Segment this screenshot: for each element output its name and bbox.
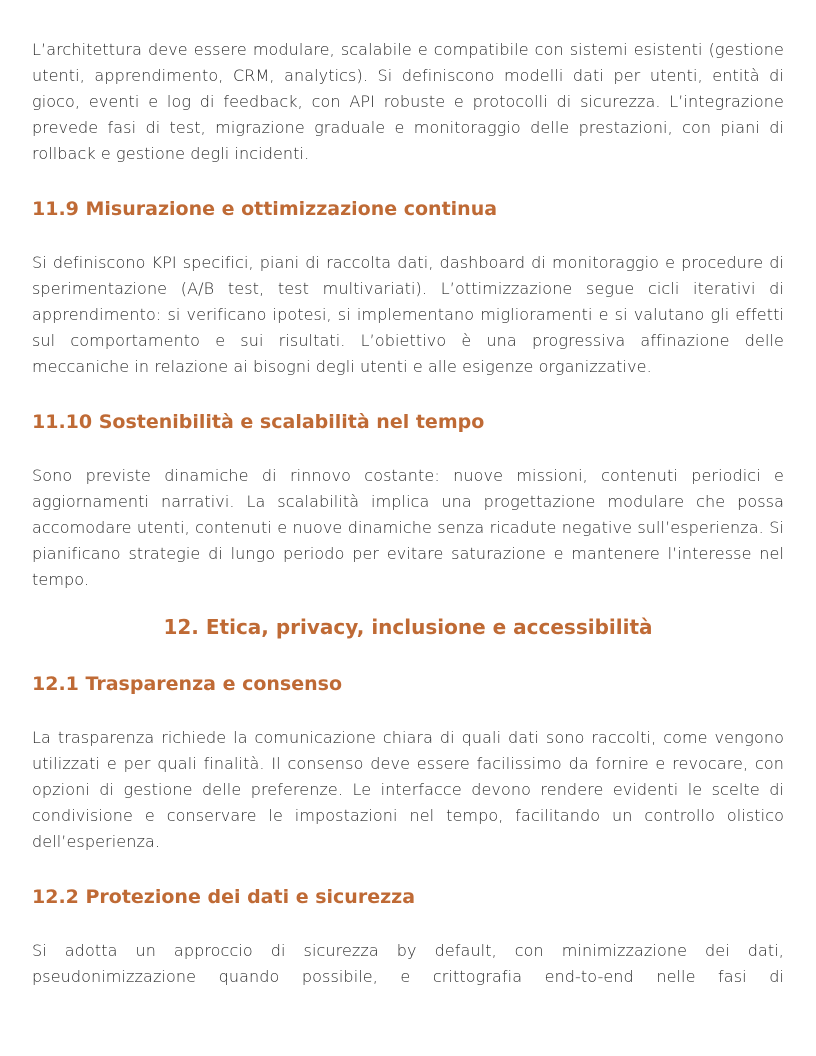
- section-body-11-9: Si definiscono KPI specifici, piani di raccolta dati, dashboard di monitoraggio e procedure di sperimentazione (A/B test, test multivariati). L’ottimizzazione segue cicli iterativi di apprendimento: si verificano ipotesi, si implementano miglioramenti e si valutano gli effetti sul comportamento e sui risultati. L’obiettivo è una progressiva affinazione delle meccaniche in relazione ai bisogni degli utenti e alle esigenze organizzative.: [32, 253, 784, 376]
- section-heading-11-9: 11.9 Misurazione e ottimizzazione continua: [32, 198, 498, 220]
- section-heading-12-2: 12.2 Protezione dei dati e sicurezza: [32, 886, 416, 908]
- section-heading-12-1: 12.1 Trasparenza e consenso: [32, 673, 342, 695]
- chapter-heading-12: 12. Etica, privacy, inclusione e accessibilità: [163, 615, 653, 639]
- section-body-11-10: Sono previste dinamiche di rinnovo costante: nuove missioni, contenuti periodici e aggiornamenti narrativi. La scalabilità implica una progettazione modulare che possa accomodare utenti, contenuti e nuove dinamiche senza ricadute negative sull’esperienza. Si pianificano strategie di lungo periodo per evitare saturazione e mantenere l’interesse nel tempo.: [32, 466, 784, 589]
- intro-paragraph: L’architettura deve essere modulare, scalabile e compatibile con sistemi esistenti (gestione utenti, apprendimento, CRM, analytics). Si definiscono modelli dati per utenti, entità di gioco, eventi e log di feedback, con API robuste e protocolli di sicurezza. L’integrazione prevede fasi di test, migrazione graduale e monitoraggio delle prestazioni, con piani di rollback e gestione degli incidenti.: [32, 40, 784, 163]
- section-body-12-2: Si adotta un approccio di sicurezza by default, con minimizzazione dei dati, pseudonimizzazione quando possibile, e crittografia end-to-end nelle fasi di: [32, 941, 784, 986]
- section-heading-11-10: 11.10 Sostenibilità e scalabilità nel tempo: [32, 411, 485, 433]
- section-body-12-1: La trasparenza richiede la comunicazione chiara di quali dati sono raccolti, come vengono utilizzati e per quali finalità. Il consenso deve essere facilissimo da fornire e revocare, con opzioni di gestione delle preferenze. Le interfacce devono rendere evidenti le scelte di condivisione e conservare le impostazioni nel tempo, facilitando un controllo olistico dell’esperienza.: [32, 728, 784, 851]
- document-page: [32, 37, 784, 990]
